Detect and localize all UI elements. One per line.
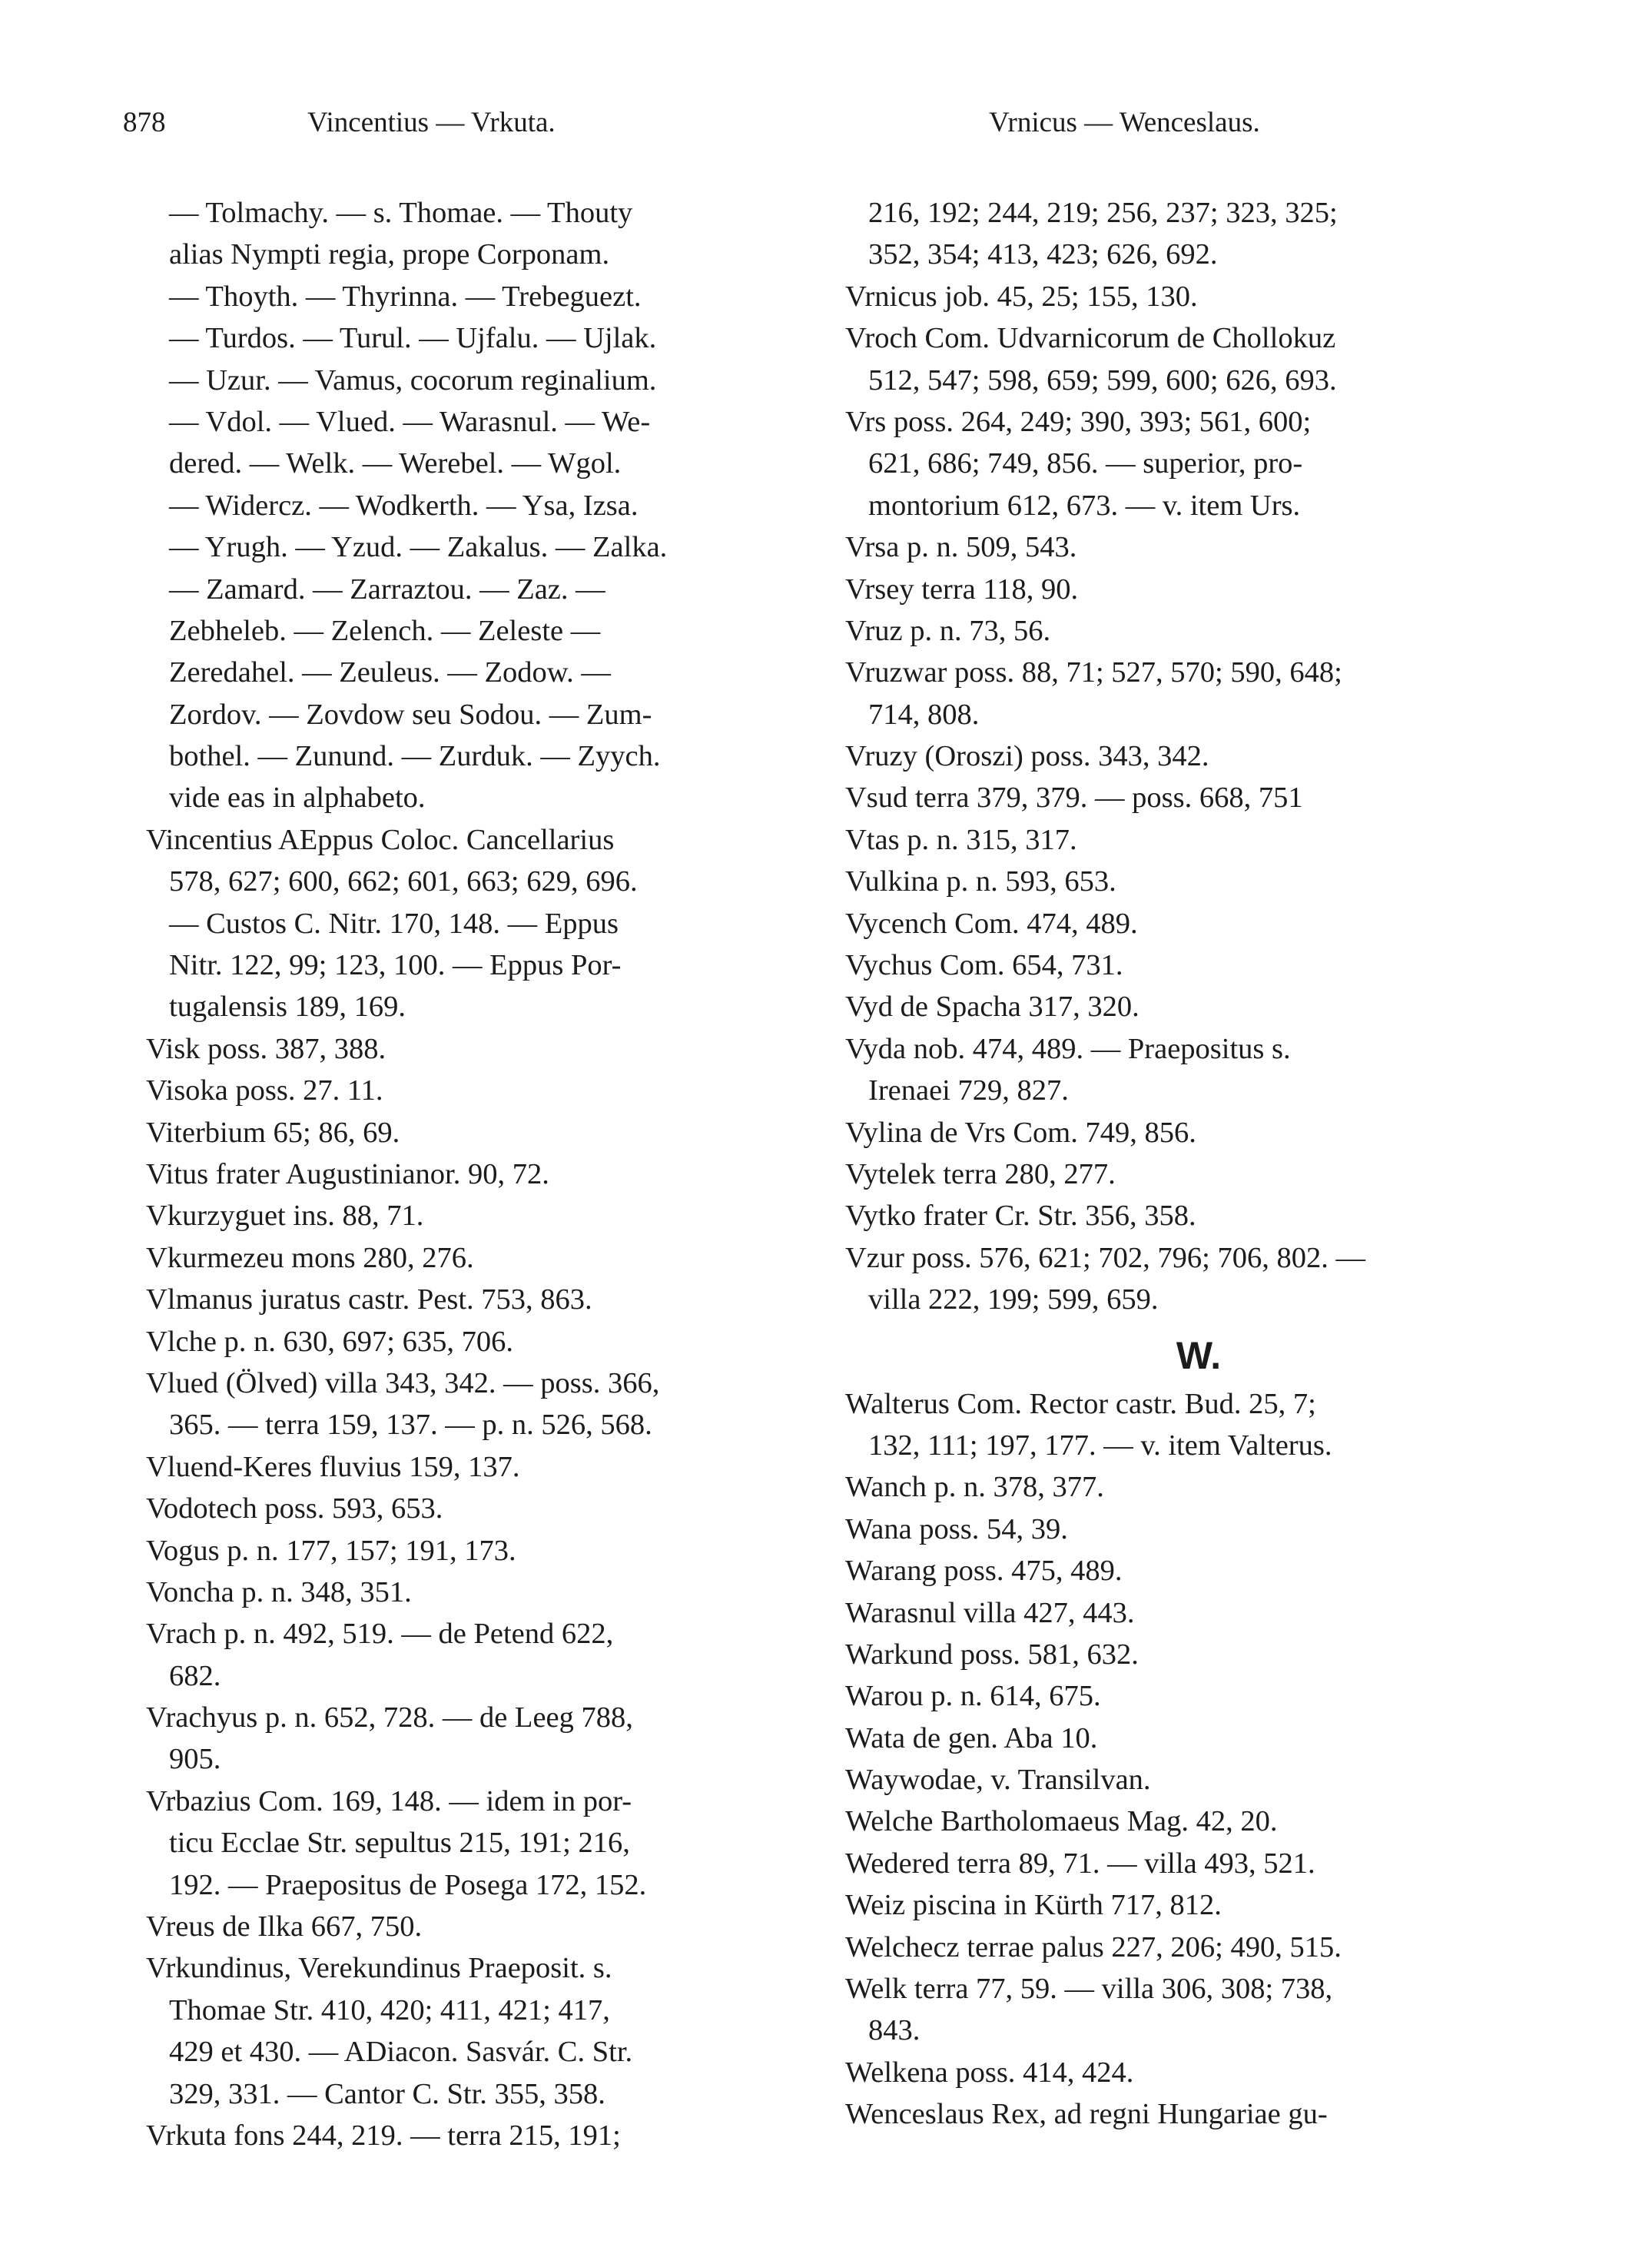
index-entry-continuation: 429 et 430. — ADiacon. Sasvár. C. Str. xyxy=(169,2036,633,2069)
index-entry-continuation: 621, 686; 749, 856. — superior, pro- xyxy=(868,447,1303,480)
index-entry-continuation: — Turdos. — Turul. — Ujfalu. — Ujlak. xyxy=(169,322,657,355)
index-entry-line: Vyda nob. 474, 489. — Praepositus s. xyxy=(845,1032,1291,1065)
index-entry-line: Wata de gen. Aba 10. xyxy=(845,1721,1098,1754)
index-entry-line: Vkurzyguet ins. 88, 71. xyxy=(146,1200,424,1233)
index-entry-continuation: bothel. — Zunund. — Zurduk. — Zyych. xyxy=(169,740,661,773)
index-entry-line: Weiz piscina in Kürth 717, 812. xyxy=(845,1889,1222,1922)
index-entry-continuation: 132, 111; 197, 177. — v. item Valterus. xyxy=(868,1429,1332,1462)
index-entry-line: Warou p. n. 614, 675. xyxy=(845,1680,1101,1713)
index-entry-line: Vlche p. n. 630, 697; 635, 706. xyxy=(146,1325,513,1358)
index-entry-continuation: Irenaei 729, 827. xyxy=(868,1074,1069,1107)
running-header xyxy=(0,106,1652,152)
index-entry-line: Vzur poss. 576, 621; 702, 796; 706, 802. — xyxy=(845,1241,1365,1274)
index-entry-continuation: 365. — terra 159, 137. — p. n. 526, 568. xyxy=(169,1409,652,1442)
index-entry-continuation: ticu Ecclae Str. sepultus 215, 191; 216, xyxy=(169,1827,630,1860)
index-entry-line: Welche Bartholomaeus Mag. 42, 20. xyxy=(845,1805,1278,1838)
index-entry-line: Wana poss. 54, 39. xyxy=(845,1512,1068,1545)
index-entry-continuation: — Uzur. — Vamus, cocorum reginalium. xyxy=(169,363,657,397)
left-column xyxy=(146,192,814,2156)
index-entry-line: Walterus Com. Rector castr. Bud. 25, 7; xyxy=(845,1387,1316,1420)
index-entry-continuation: alias Nympti regia, prope Corponam. xyxy=(169,238,610,271)
index-entry-line: Vytko frater Cr. Str. 356, 358. xyxy=(845,1200,1196,1233)
index-entry-line: Vsud terra 379, 379. — poss. 668, 751 xyxy=(845,782,1303,815)
index-entry-line: Vruzwar poss. 88, 71; 527, 570; 590, 648; xyxy=(845,656,1342,689)
index-entry-line: Vycench Com. 474, 489. xyxy=(845,907,1138,940)
index-entry-line: Vrach p. n. 492, 519. — de Petend 622, xyxy=(146,1618,614,1651)
index-entry-line: Vincentius AEppus Coloc. Cancellarius xyxy=(146,823,615,856)
index-entry-continuation: — Vdol. — Vlued. — Warasnul. — We- xyxy=(169,405,651,438)
right-column xyxy=(845,192,1529,2136)
index-entry-continuation: 512, 547; 598, 659; 599, 600; 626, 693. xyxy=(868,363,1337,397)
index-entry-line: Viterbium 65; 86, 69. xyxy=(146,1116,400,1149)
index-entry-continuation: tugalensis 189, 169. xyxy=(169,991,406,1024)
left-running-head: Vincentius — Vrkuta. xyxy=(307,107,556,138)
index-entry-continuation: dered. — Welk. — Werebel. — Wgol. xyxy=(169,447,622,480)
index-entry-line: Visoka poss. 27. 11. xyxy=(146,1074,383,1107)
index-entry-line: Warang poss. 475, 489. xyxy=(845,1555,1123,1588)
index-entry-line: Vrsey terra 118, 90. xyxy=(845,573,1079,606)
index-entry-continuation: vide eas in alphabeto. xyxy=(169,782,426,815)
index-entry-line: Vroch Com. Udvarnicorum de Chollokuz xyxy=(845,322,1336,355)
index-entry-line: Vylina de Vrs Com. 749, 856. xyxy=(845,1116,1196,1149)
index-entry-line: Vreus de Ilka 667, 750. xyxy=(146,1910,423,1943)
index-entry-continuation: Thomae Str. 410, 420; 411, 421; 417, xyxy=(169,1993,610,2026)
index-entry-line: Vrkundinus, Verekundinus Praeposit. s. xyxy=(146,1952,612,1985)
index-entry-line: Vychus Com. 654, 731. xyxy=(845,949,1123,982)
index-entry-continuation: — Tolmachy. — s. Thomae. — Thouty xyxy=(169,197,633,229)
index-entry-line: Vrachyus p. n. 652, 728. — de Leeg 788, xyxy=(146,1701,633,1734)
index-entry-continuation: 352, 354; 413, 423; 626, 692. xyxy=(868,238,1218,271)
index-entry-continuation: montorium 612, 673. — v. item Urs. xyxy=(868,489,1301,522)
index-entry-continuation: villa 222, 199; 599, 659. xyxy=(868,1283,1159,1316)
index-entry-continuation: — Zamard. — Zarraztou. — Zaz. — xyxy=(169,573,605,606)
index-entry-continuation: Nitr. 122, 99; 123, 100. — Eppus Por- xyxy=(169,949,622,982)
index-entry-line: Vrnicus job. 45, 25; 155, 130. xyxy=(845,280,1198,313)
index-entry-line: Warkund poss. 581, 632. xyxy=(845,1638,1139,1671)
index-entry-continuation: — Widercz. — Wodkerth. — Ysa, Izsa. xyxy=(169,489,639,522)
index-entry-line: Vogus p. n. 177, 157; 191, 173. xyxy=(146,1534,516,1567)
index-entry-continuation: 329, 331. — Cantor C. Str. 355, 358. xyxy=(169,2077,605,2110)
index-entry-line: Vodotech poss. 593, 653. xyxy=(146,1492,443,1525)
section-heading: W. xyxy=(1176,1333,1222,1377)
index-entry-line: Waywodae, v. Transilvan. xyxy=(845,1764,1151,1797)
index-entry-continuation: 714, 808. xyxy=(868,698,980,731)
index-entry-continuation: Zordov. — Zovdow seu Sodou. — Zum- xyxy=(169,698,652,731)
index-entry-line: Wenceslaus Rex, ad regni Hungariae gu- xyxy=(845,2098,1328,2131)
index-entry-continuation: 843. xyxy=(868,2014,921,2047)
index-entry-line: Welk terra 77, 59. — villa 306, 308; 738, xyxy=(845,1973,1333,2006)
index-entry-line: Welchecz terrae palus 227, 206; 490, 515. xyxy=(845,1930,1342,1963)
index-entry-line: Vitus frater Augustinianor. 90, 72. xyxy=(146,1157,549,1190)
index-entry-line: Vrsa p. n. 509, 543. xyxy=(845,531,1077,564)
index-entry-continuation: 192. — Praepositus de Posega 172, 152. xyxy=(169,1868,647,1901)
index-entry-continuation: Zebheleb. — Zelench. — Zeleste — xyxy=(169,614,601,647)
index-entry-line: Vruzy (Oroszi) poss. 343, 342. xyxy=(845,740,1209,773)
index-entry-line: Visk poss. 387, 388. xyxy=(146,1032,386,1065)
index-entry-continuation: — Yrugh. — Yzud. — Zakalus. — Zalka. xyxy=(169,531,668,564)
index-entry-continuation: 578, 627; 600, 662; 601, 663; 629, 696. xyxy=(169,865,638,898)
index-entry-line: Welkena poss. 414, 424. xyxy=(845,2056,1134,2089)
index-entry-line: Vlmanus juratus castr. Pest. 753, 863. xyxy=(146,1283,592,1316)
index-entry-continuation: Zeredahel. — Zeuleus. — Zodow. — xyxy=(169,656,611,689)
index-entry-continuation: 216, 192; 244, 219; 256, 237; 323, 325; xyxy=(868,197,1338,229)
index-entry-line: Voncha p. n. 348, 351. xyxy=(146,1575,412,1608)
index-entry-continuation: 682. xyxy=(169,1659,221,1692)
index-entry-line: Vytelek terra 280, 277. xyxy=(845,1157,1116,1190)
right-running-head: Vrnicus — Wenceslaus. xyxy=(989,107,1260,138)
index-entry-line: Vkurmezeu mons 280, 276. xyxy=(146,1241,474,1274)
index-entry-line: Warasnul villa 427, 443. xyxy=(845,1596,1135,1629)
index-entry-line: Vrbazius Com. 169, 148. — idem in por- xyxy=(146,1784,632,1817)
page-number: 878 xyxy=(123,107,166,138)
index-entry-continuation: 905. xyxy=(169,1743,221,1776)
index-entry-continuation: — Custos C. Nitr. 170, 148. — Eppus xyxy=(169,907,619,940)
index-entry-line: Vrs poss. 264, 249; 390, 393; 561, 600; xyxy=(845,405,1312,438)
index-entry-line: Vyd de Spacha 317, 320. xyxy=(845,991,1139,1024)
index-entry-line: Vlued (Ölved) villa 343, 342. — poss. 366, xyxy=(146,1366,660,1399)
index-entry-continuation: — Thoyth. — Thyrinna. — Trebeguezt. xyxy=(169,280,642,313)
index-entry-line: Wedered terra 89, 71. — villa 493, 521. xyxy=(845,1847,1315,1880)
index-entry-line: Vulkina p. n. 593, 653. xyxy=(845,865,1116,898)
index-entry-line: Vtas p. n. 315, 317. xyxy=(845,823,1077,856)
index-entry-line: Vrkuta fons 244, 219. — terra 215, 191; xyxy=(146,2119,621,2152)
index-entry-line: Wanch p. n. 378, 377. xyxy=(845,1471,1104,1504)
index-entry-line: Vluend-Keres fluvius 159, 137. xyxy=(146,1450,520,1483)
index-entry-line: Vruz p. n. 73, 56. xyxy=(845,614,1051,647)
